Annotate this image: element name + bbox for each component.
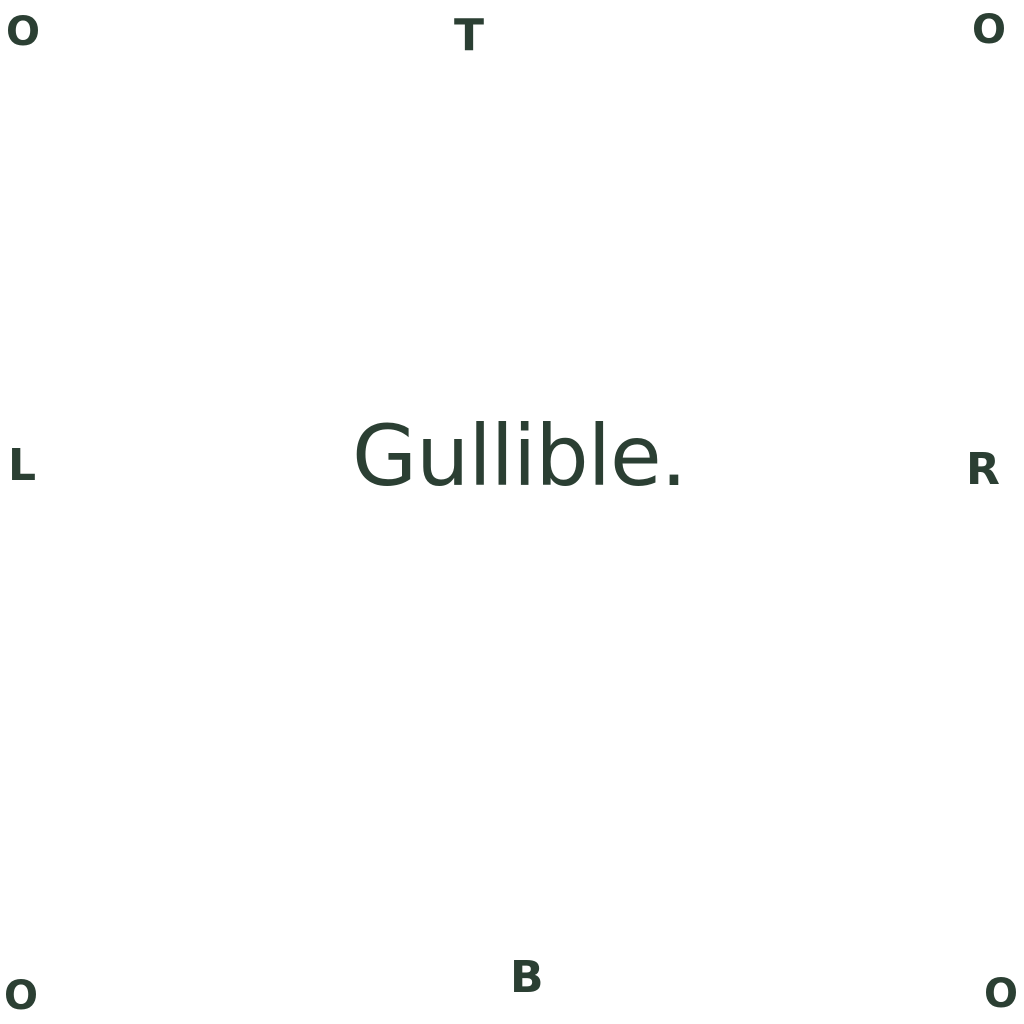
left-letter: L (8, 440, 37, 491)
top-letter: T (454, 10, 485, 61)
bottom-right-corner-letter: O (984, 971, 1019, 1017)
center-word: Gullible. (352, 407, 687, 505)
top-right-corner-letter: O (972, 7, 1007, 53)
bottom-left-corner-letter: O (4, 973, 39, 1019)
right-letter: R (966, 444, 1000, 495)
top-left-corner-letter: O (6, 9, 41, 55)
bottom-letter: B (510, 952, 544, 1003)
